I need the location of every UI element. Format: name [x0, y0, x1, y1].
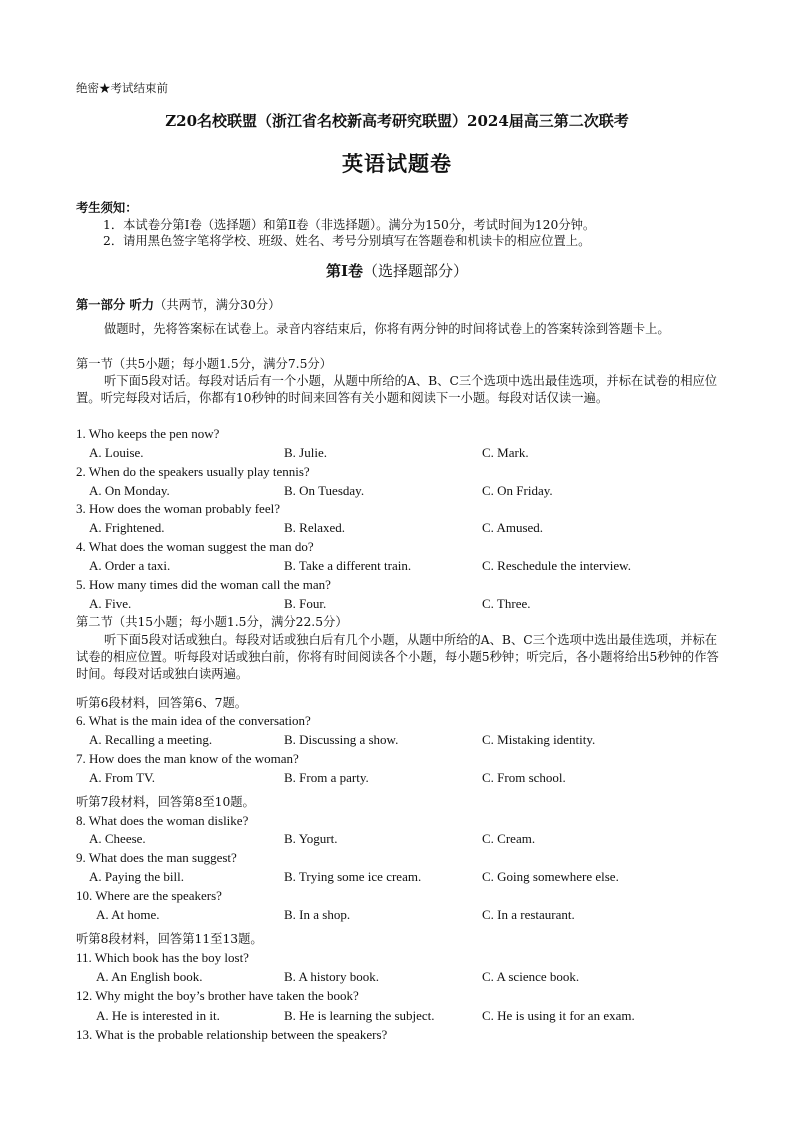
notice-item-2: 2．请用黑色签字笔将学校、班级、姓名、考号分别填写在答题卷和机读卡的相应位置上。 [103, 234, 591, 248]
q5-option-a: A. Five. [89, 596, 132, 611]
q6-option-c: C. Mistaking identity. [482, 732, 596, 747]
notice-item-1: 1．本试卷分第Ⅰ卷（选择题）和第Ⅱ卷（非选择题）。满分为150分，考试时间为120分钟。 [103, 218, 596, 232]
q1-option-c: C. Mark. [482, 445, 529, 460]
q3-option-a: A. Frightened. [89, 520, 165, 535]
q9-option-c: C. Going somewhere else. [482, 869, 619, 884]
notice-label: 考生须知： [76, 200, 138, 215]
q5-option-c: C. Three. [482, 596, 531, 611]
q2-option-c: C. On Friday. [482, 483, 553, 498]
q2-option-a: A. On Monday. [89, 483, 170, 498]
subject-title: 英语试题卷 [342, 151, 452, 176]
question-1: 1. Who keeps the pen now? [76, 426, 220, 441]
question-12: 12. Why might the boy’s brother have taken the book? [76, 988, 359, 1003]
question-8: 8. What does the woman dislike? [76, 813, 249, 828]
q4-option-a: A. Order a taxi. [89, 558, 171, 573]
section-label [76, 297, 280, 313]
q6-option-b: B. Discussing a show. [284, 732, 399, 747]
q10-option-b: B. In a shop. [284, 907, 351, 922]
question-9: 9. What does the man suggest? [76, 850, 237, 865]
exam-title: Z20名校联盟（浙江省名校新高考研究联盟）2024届高三第二次联考 [165, 112, 629, 130]
q2-option-b: B. On Tuesday. [284, 483, 365, 498]
material-label-7: 听第7段材料，回答第8至10题。 [76, 795, 255, 809]
listening-intro: 做题时，先将答案标在试卷上。录音内容结束后，你将有两分钟的时间将试卷上的答案转涂到答题卡上。 [104, 322, 670, 336]
q12-option-c: C. He is using it for an exam. [482, 1008, 635, 1023]
q8-option-c: C. Cream. [482, 831, 536, 846]
material-label-6: 听第6段材料，回答第6、7题。 [76, 696, 248, 710]
question-5: 5. How many times did the woman call the man? [76, 577, 331, 592]
q12-option-b: B. He is learning the subject. [284, 1008, 435, 1023]
q7-option-a: A. From TV. [89, 770, 155, 785]
section-label-bold: 第一部分 听力 [76, 297, 155, 312]
q1-option-a: A. Louise. [89, 445, 144, 460]
q9-option-b: B. Trying some ice cream. [284, 869, 422, 884]
q8-option-b: B. Yogurt. [284, 831, 338, 846]
secret-label: 绝密★考试结束前 [76, 81, 168, 95]
question-7: 7. How does the man know of the woman? [76, 751, 299, 766]
section2-intro: 听下面5段对话或独白。每段对话或独白后有几个小题，从题中所给的A、B、C三个选项中选出最佳选项，并标在试卷的相应位置。听每段对话或独白前，你将有时间阅读各个小题，每小题5秒钟；听完后，各小题将给出5秒钟的作答时间。每段对话或独白读两遍。 [76, 633, 719, 681]
q7-option-c: C. From school. [482, 770, 566, 785]
section1-label: 第一节（共5小题；每小题1.5分，满分7.5分） [76, 357, 332, 371]
question-11: 11. Which book has the boy lost? [76, 950, 249, 965]
section2-label: 第二节（共15小题；每小题1.5分，满分22.5分） [76, 615, 348, 629]
q6-option-a: A. Recalling a meeting. [89, 732, 213, 747]
q4-option-c: C. Reschedule the interview. [482, 558, 631, 573]
q5-option-b: B. Four. [284, 596, 327, 611]
q1-option-b: B. Julie. [284, 445, 327, 460]
question-4: 4. What does the woman suggest the man do? [76, 539, 314, 554]
q4-option-b: B. Take a different train. [284, 558, 412, 573]
q10-option-c: C. In a restaurant. [482, 907, 575, 922]
part-one-title-rest: （选择题部分） [363, 262, 469, 280]
q3-option-b: B. Relaxed. [284, 520, 346, 535]
section1-intro: 听下面5段对话。每段对话后有一个小题，从题中所给的A、B、C三个选项中选出最佳选项，并标在试卷的相应位置。听完每段对话后，你都有10秒钟的时间来回答有关小题和阅读下一小题。每段对话仅读一遍。 [76, 374, 718, 405]
material-label-8: 听第8段材料，回答第11至13题。 [76, 932, 263, 946]
question-6: 6. What is the main idea of the conversation? [76, 713, 311, 728]
q11-option-b: B. A history book. [284, 969, 379, 984]
question-10: 10. Where are the speakers? [76, 888, 222, 903]
question-2: 2. When do the speakers usually play tennis? [76, 464, 310, 479]
q9-option-a: A. Paying the bill. [89, 869, 184, 884]
question-13: 13. What is the probable relationship between the speakers? [76, 1027, 388, 1042]
q8-option-a: A. Cheese. [89, 831, 146, 846]
section-label-rest: （共两节，满分30分） [154, 298, 281, 312]
question-3: 3. How does the woman probably feel? [76, 501, 280, 516]
part-one-title-bold: 第Ⅰ卷 [325, 262, 363, 280]
q11-option-a: A. An English book. [96, 969, 203, 984]
q10-option-a: A. At home. [96, 907, 160, 922]
q12-option-a: A. He is interested in it. [96, 1008, 220, 1023]
q11-option-c: C. A science book. [482, 969, 580, 984]
part-one-title [0, 260, 794, 281]
q7-option-b: B. From a party. [284, 770, 369, 785]
q3-option-c: C. Amused. [482, 520, 544, 535]
